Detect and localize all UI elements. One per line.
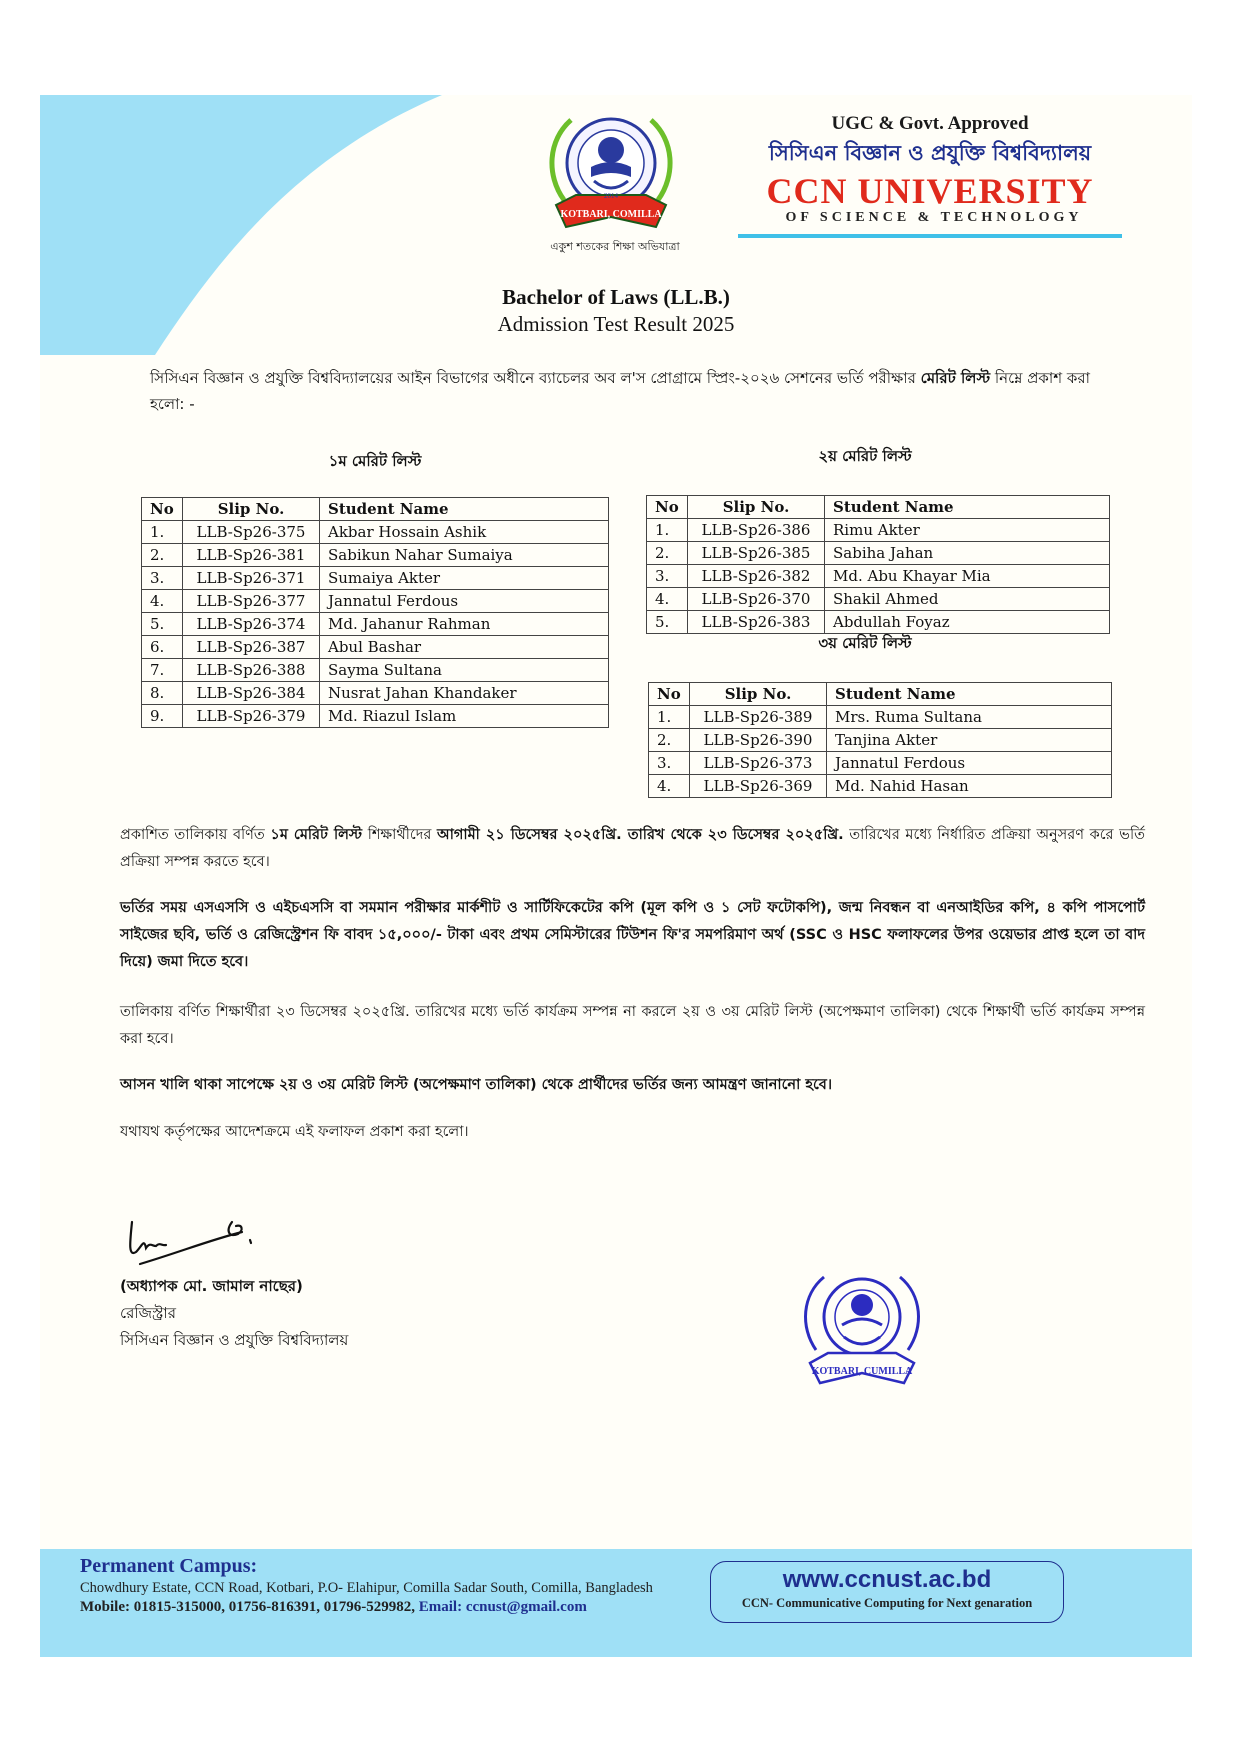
table-row: [142, 567, 609, 590]
notice-paragraph-5: যথাযথ কর্তৃপক্ষের আদেশক্রমে এই ফলাফল প্রকাশ করা হলো।: [120, 1124, 469, 1140]
intro-text-bold: মেরিট লিস্ট: [920, 369, 991, 387]
cell-student-name: Md. Riazul Islam: [320, 705, 609, 728]
cell-no: 4.: [649, 775, 690, 798]
header-name: Student Name: [825, 496, 1110, 519]
table-header-row: [142, 498, 609, 521]
brand-divider: [738, 234, 1122, 238]
cell-no: 2.: [647, 542, 688, 565]
campus-info: [80, 1555, 653, 1616]
cell-student-name: Md. Abu Khayar Mia: [825, 565, 1110, 588]
header-no: No: [142, 498, 183, 521]
cell-no: 5.: [647, 611, 688, 634]
table-row: [649, 729, 1112, 752]
cell-no: 5.: [142, 613, 183, 636]
signatory-name: (অধ্যাপক মো. জামাল নাছের): [120, 1277, 303, 1295]
cell-no: 2.: [142, 544, 183, 567]
cell-slip: LLB-Sp26-370: [688, 588, 825, 611]
intro-text-a: সিসিএন বিজ্ঞান ও প্রযুক্তি বিশ্ববিদ্যালয়ের আইন বিভাগের অধীনে ব্যাচেলর অব ল'স প্রোগ্রামে স্প্রিং-২০২৬ সেশনের ভর্তি পরীক্ষার: [150, 369, 921, 387]
table-row: [142, 636, 609, 659]
cell-student-name: Mrs. Ruma Sultana: [827, 706, 1112, 729]
intro-paragraph: [150, 365, 1090, 417]
notice-1-c: তারিখের মধ্যে নির্ধারিত প্রক্রিয়া অনুসরণ করে ভর্তি প্রক্রিয়া সম্পন্ন করতে হবে।: [120, 827, 1145, 870]
cell-slip: LLB-Sp26-389: [690, 706, 827, 729]
page-title: [40, 285, 1192, 337]
signatory-institution: সিসিএন বিজ্ঞান ও প্রযুক্তি বিশ্ববিদ্যালয়: [120, 1331, 349, 1349]
university-name-en-sub: OF SCIENCE & TECHNOLOGY: [785, 210, 1083, 225]
table-row: [647, 611, 1110, 634]
header-slip: Slip No.: [183, 498, 320, 521]
program-title: Bachelor of Laws (LL.B.): [502, 285, 730, 309]
logo-year-text: 2014: [604, 192, 618, 200]
cell-student-name: Md. Jahanur Rahman: [320, 613, 609, 636]
header-name: Student Name: [320, 498, 609, 521]
result-subtitle: Admission Test Result 2025: [497, 312, 735, 336]
table-row: [649, 775, 1112, 798]
cell-slip: LLB-Sp26-374: [183, 613, 320, 636]
cell-slip: LLB-Sp26-382: [688, 565, 825, 588]
cell-slip: LLB-Sp26-386: [688, 519, 825, 542]
cell-slip: LLB-Sp26-387: [183, 636, 320, 659]
table-header-row: [649, 683, 1112, 706]
approval-text: UGC & Govt. Approved: [831, 113, 1029, 134]
table-header-row: [647, 496, 1110, 519]
slogan-text: CCN- Communicative Computing for Next genaration: [741, 1596, 1033, 1610]
table-row: [647, 588, 1110, 611]
cell-student-name: Sayma Sultana: [320, 659, 609, 682]
email-link[interactable]: Email: ccnust@gmail.com: [418, 1599, 587, 1615]
cell-no: 8.: [142, 682, 183, 705]
table-row: [647, 565, 1110, 588]
cell-student-name: Nusrat Jahan Khandaker: [320, 682, 609, 705]
cell-slip: LLB-Sp26-375: [183, 521, 320, 544]
cell-no: 3.: [142, 567, 183, 590]
notice-paragraph-2: ভর্তির সময় এসএসসি ও এইচএসসি বা সমমান পরীক্ষার মার্কশীট ও সার্টিফিকেটের কপি (মূল কপি ও ১ সেট ফটোকপি), জন্ম নিবন্ধন বা এনআইডির কপি, ৪ কপি পাসপোর্ট সাইজের ছবি, ভর্তি ও রেজিস্ট্রেশন ফি বাবদ ১৫,০০০/- টাকা এবং প্রথম সেমিস্টারের টিউশন ফি'র সমপরিমাণ অর্থ (SSC ও HSC ফলাফলের উপর ওয়েভার প্রাপ্ত হলে তা বাদ দিয়ে) জমা দিতে হবে।: [120, 900, 1145, 970]
table-row: [142, 705, 609, 728]
header-name: Student Name: [827, 683, 1112, 706]
cell-no: 9.: [142, 705, 183, 728]
cell-student-name: Md. Nahid Hasan: [827, 775, 1112, 798]
header-slip: Slip No.: [690, 683, 827, 706]
cell-no: 1.: [649, 706, 690, 729]
cell-slip: LLB-Sp26-385: [688, 542, 825, 565]
document-page: [40, 95, 1192, 1657]
cell-student-name: Sumaiya Akter: [320, 567, 609, 590]
merit2-title: ২য় মেরিট লিস্ট: [818, 447, 912, 465]
notice-1-a: প্রকাশিত তালিকায় বর্ণিত: [120, 827, 271, 843]
cell-no: 2.: [649, 729, 690, 752]
notice-paragraph-1: [120, 822, 1145, 876]
website-link[interactable]: www.ccnust.ac.bd: [782, 1566, 992, 1593]
table-row: [142, 590, 609, 613]
merit1-title: ১ম মেরিট লিস্ট: [328, 452, 422, 470]
cell-slip: LLB-Sp26-377: [183, 590, 320, 613]
cell-no: 4.: [142, 590, 183, 613]
notice-1-b: শিক্ষার্থীদের: [362, 827, 437, 843]
signatory-designation: রেজিস্ট্রার: [120, 1304, 177, 1322]
cell-student-name: Abdullah Foyaz: [825, 611, 1110, 634]
cell-slip: LLB-Sp26-388: [183, 659, 320, 682]
university-logo-icon: [536, 105, 686, 240]
table-row: [649, 706, 1112, 729]
table-row: [142, 682, 609, 705]
table-row: [142, 521, 609, 544]
notice-1-bold-1: ১ম মেরিট লিস্ট: [270, 827, 363, 843]
cell-student-name: Sabiha Jahan: [825, 542, 1110, 565]
cell-slip: LLB-Sp26-373: [690, 752, 827, 775]
notice-paragraph-3: তালিকায় বর্ণিত শিক্ষার্থীরা ২৩ ডিসেম্বর ২০২৫খ্রি. তারিখের মধ্যে ভর্তি কার্যক্রম সম্পন্ন না করলে ২য় ও ৩য় মেরিট লিস্ট (অপেক্ষমাণ তালিকা) থেকে শিক্ষার্থী ভর্তি কার্যক্রম সম্পন্ন করা হবে।: [120, 1004, 1145, 1047]
cell-slip: LLB-Sp26-383: [688, 611, 825, 634]
header-no: No: [649, 683, 690, 706]
cell-slip: LLB-Sp26-384: [183, 682, 320, 705]
signatory-block: [120, 1273, 348, 1354]
signature-icon: [120, 1212, 270, 1272]
cell-slip: LLB-Sp26-381: [183, 544, 320, 567]
cell-no: 3.: [647, 565, 688, 588]
merit2-table: [646, 495, 1110, 634]
table-row: [647, 519, 1110, 542]
cell-no: 7.: [142, 659, 183, 682]
official-seal-icon: [792, 1265, 932, 1390]
cell-no: 1.: [142, 521, 183, 544]
merit3-table: [648, 682, 1112, 798]
cell-student-name: Sabikun Nahar Sumaiya: [320, 544, 609, 567]
cell-student-name: Tanjina Akter: [827, 729, 1112, 752]
university-brand: [730, 113, 1130, 238]
contact-line: [80, 1599, 653, 1616]
table-row: [647, 542, 1110, 565]
cell-slip: LLB-Sp26-379: [183, 705, 320, 728]
cell-slip: LLB-Sp26-369: [690, 775, 827, 798]
seal-text: KOTBARI, CUMILLA: [811, 1366, 913, 1377]
intro-text-b: নিম্নে প্রকাশ করা হলো: -: [150, 369, 1090, 413]
cell-student-name: Jannatul Ferdous: [320, 590, 609, 613]
cell-no: 6.: [142, 636, 183, 659]
cell-no: 3.: [649, 752, 690, 775]
footer-banner: [40, 1549, 1192, 1657]
cell-student-name: Abul Bashar: [320, 636, 609, 659]
campus-address: Chowdhury Estate, CCN Road, Kotbari, P.O- Elahipur, Comilla Sadar South, Comilla, Bangladesh: [80, 1580, 653, 1596]
header-slip: Slip No.: [688, 496, 825, 519]
merit3-title: ৩য় মেরিট লিস্ট: [818, 634, 912, 652]
notice-1-bold-2: আগামী ২১ ডিসেম্বর ২০২৫খ্রি. তারিখ থেকে ২৩ ডিসেম্বর ২০২৫খ্রি.: [436, 827, 844, 843]
cell-student-name: Jannatul Ferdous: [827, 752, 1112, 775]
cell-no: 1.: [647, 519, 688, 542]
table-row: [142, 613, 609, 636]
table-row: [142, 544, 609, 567]
logo-tagline: একুশ শতকের শিক্ষা অভিযাত্রা: [550, 240, 680, 253]
table-row: [142, 659, 609, 682]
university-name-bn: সিসিএন বিজ্ঞান ও প্রযুক্তি বিশ্ববিদ্যালয়: [768, 141, 1092, 165]
merit1-table: [141, 497, 609, 728]
header-no: No: [647, 496, 688, 519]
cell-no: 4.: [647, 588, 688, 611]
logo-ribbon-text: KOTBARI, COMILLA: [560, 209, 662, 220]
table-row: [649, 752, 1112, 775]
mobile-numbers: Mobile: 01815-315000, 01756-816391, 01796-529982,: [80, 1599, 415, 1615]
cell-student-name: Akbar Hossain Ashik: [320, 521, 609, 544]
university-name-en: CCN UNIVERSITY: [766, 171, 1094, 211]
cell-slip: LLB-Sp26-371: [183, 567, 320, 590]
website-box: [710, 1561, 1064, 1623]
cell-slip: LLB-Sp26-390: [690, 729, 827, 752]
campus-heading: Permanent Campus:: [80, 1555, 258, 1577]
notice-paragraph-4: আসন খালি থাকা সাপেক্ষে ২য় ও ৩য় মেরিট লিস্ট (অপেক্ষমাণ তালিকা) থেকে প্রার্থীদের ভর্তির জন্য আমন্ত্রণ জানানো হবে।: [120, 1077, 833, 1093]
cell-student-name: Rimu Akter: [825, 519, 1110, 542]
cell-student-name: Shakil Ahmed: [825, 588, 1110, 611]
